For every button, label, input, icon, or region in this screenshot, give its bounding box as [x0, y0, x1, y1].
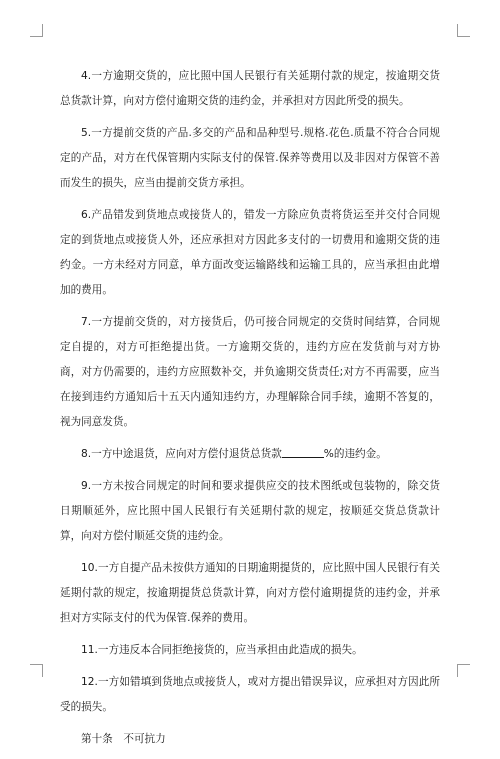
clause-7: 7.一方提前交货的，对方接货后，仍可接合同规定的交货时间结算，合同规定自提的，对方可拒绝提出货。一方逾期交货的，违约方应在发货前与对方协商，对方仍需要的，违约方应照数补交，并负逾期交货责任;对方不再需要，应当在接到违约方通知后十五天内通知违约方，办理解除合同手续，逾期不答复的，视为同意发货。 — [60, 316, 440, 428]
crop-mark-top-left — [30, 24, 43, 37]
document-body — [60, 64, 440, 759]
clause-9: 9.一方未按合同规定的时间和要求提供应交的技术图纸或包装物的，除交货日期顺延外，应比照中国人民银行有关延期付款的规定，按顺延交货总货款计算，向对方偿付顺延交货的违约金。 — [60, 480, 440, 542]
clause-4: 4.一方逾期交货的，应比照中国人民银行有关延期付款的规定，按逾期交货总货款计算，向对方偿付逾期交货的违约金，并承担对方因此所受的损失。 — [60, 70, 440, 107]
clause-10: 10.一方自提产品未按供方通知的日期逾期提货的，应比照中国人民银行有关延期付款的规定，按逾期提货总货款计算，向对方偿付逾期提货的违约金，并承担对方实际支付的代为保管.保养的费用。 — [60, 562, 440, 624]
clause-8 — [60, 442, 440, 467]
clause-11: 11.一方违反本合同拒绝接货的，应当承担由此造成的损失。 — [81, 644, 363, 656]
clause-8-text-after: %的违约金。 — [323, 448, 387, 460]
clause-6: 6.产品错发到货地点或接货人的，错发一方除应负责将货运至并交付合同规定的到货地点或接货人外，还应承担对方因此多支付的一切费用和逾期交货的违约金。一方未经对方同意，单方面改变运输路线和运输工具的，应当承担由此增加的费用。 — [60, 209, 440, 296]
section-heading: 第十条 不可抗力 — [81, 733, 166, 745]
clause-8-text-before: 8.一方中途退货，应向对方偿付退货总货款 — [81, 448, 282, 460]
crop-mark-bottom-left — [30, 664, 43, 677]
crop-mark-bottom-right — [457, 664, 470, 677]
clause-12: 12.一方如错填到货地点或接货人，或对方提出错误异议，应承担对方因此所受的损失。 — [60, 676, 440, 713]
fill-in-blank — [282, 446, 324, 458]
clause-5: 5.一方提前交货的产品.多交的产品和品种型号.规格.花色.质量不符合合同规定的产品，对方在代保管期内实际支付的保管.保养等费用以及非因对方保管不善而发生的损失，应当由提前交货方承担。 — [60, 127, 440, 189]
crop-mark-top-right — [457, 24, 470, 37]
